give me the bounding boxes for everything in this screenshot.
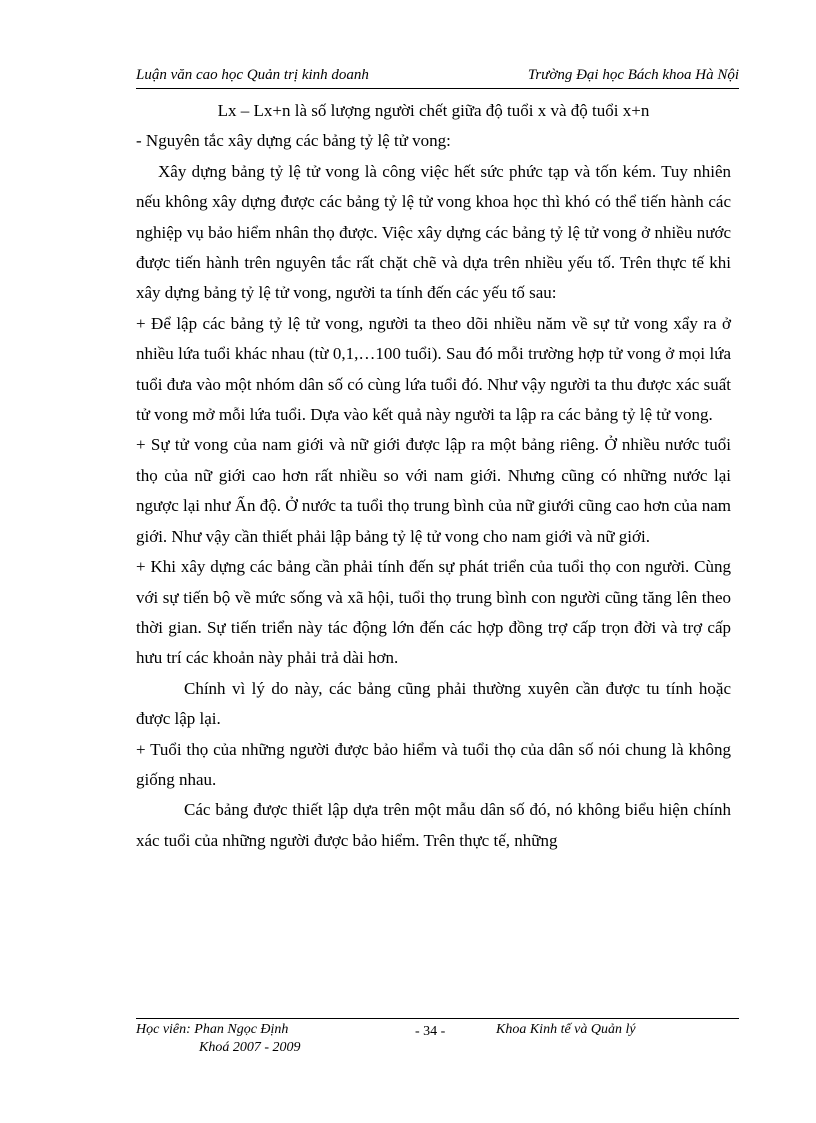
section-heading: - Nguyên tắc xây dựng các bảng tỷ lệ tử vong: — [136, 131, 451, 151]
header-thesis-title: Luận văn cao học Quản trị kinh doanh — [136, 67, 369, 83]
paragraph: + Khi xây dựng các bảng cần phải tính đến sự phát triển của tuổi thọ con người. Cùng với sự tiến bộ về mức sống và xã hội, tuổi thọ trung bình con người cũng tăng lên theo thời gian. Sự tiến triển này tác động lớn đến các hợp đồng trợ cấp trọn đời và trợ cấp hưu trí các khoản này phải trả dài hơn. — [136, 557, 731, 668]
page-body — [136, 96, 731, 856]
footer-course: Khoá 2007 - 2009 — [199, 1040, 301, 1055]
footer-faculty: Khoa Kinh tế và Quản lý — [496, 1022, 636, 1037]
paragraph: Các bảng được thiết lập dựa trên một mẫu dân số đó, nó không biểu hiện chính xác tuổi của những người được bảo hiểm. Trên thực tế, những — [136, 800, 731, 850]
paragraph: Xây dựng bảng tỷ lệ tử vong là công việc hết sức phức tạp và tốn kém. Tuy nhiên nếu không xây dựng được các bảng tỷ lệ tử vong khoa học thì khó có thể tiến hành các nghiệp vụ bảo hiểm nhân thọ được. Việc xây dựng các bảng tỷ lệ tử vong ở nhiều nước được tiến hành trên nguyên tắc rất chặt chẽ và dựa trên nhiều yếu tố. Trên thực tế khi xây dựng bảng tỷ lệ tử vong, người ta tính đến các yếu tố sau: — [136, 161, 731, 303]
page-header — [136, 66, 739, 89]
footer-student: Học viên: Phan Ngọc Định — [136, 1022, 289, 1037]
paragraph: + Sự tử vong của nam giới và nữ giới được lập ra một bảng riêng. Ở nhiều nước tuổi thọ của nữ giới cao hơn rất nhiều so với nam giới. Nhưng cũng có những nước lại ngược lại như Ấn độ. Ở nước ta tuổi thọ trung bình của nữ giưới cũng cao hơn của nam giới. Như vậy cần thiết phải lập bảng tỷ lệ tử vong cho nam giới và nữ giới. — [136, 435, 731, 546]
paragraph: + Để lập các bảng tỷ lệ tử vong, người ta theo dõi nhiều năm về sự tử vong xẩy ra ở nhiều lứa tuổi khác nhau (từ 0,1,…100 tuổi). Sau đó mỗi trường hợp tử vong ở mọi lứa tuổi đưa vào một nhóm dân số có cùng lứa tuổi đó. Như vậy người ta thu được xác suất tử vong mở mỗi lứa tuổi. Dựa vào kết quả này người ta lập ra các bảng tỷ lệ tử vong. — [136, 313, 731, 425]
page-number: - 34 - — [415, 1024, 446, 1039]
header-university: Trường Đại học Bách khoa Hà Nội — [527, 67, 739, 83]
paragraph: + Tuổi thọ của những người được bảo hiểm và tuổi thọ của dân số nói chung là không giống nhau. — [136, 739, 731, 789]
paragraph: Chính vì lý do này, các bảng cũng phải thường xuyên cần được tu tính hoặc được lập lại. — [136, 678, 731, 729]
formula-line: Lx – Lx+n là số lượng người chết giữa độ tuổi x và độ tuổi x+n — [217, 101, 650, 120]
page-footer — [136, 1018, 739, 1055]
